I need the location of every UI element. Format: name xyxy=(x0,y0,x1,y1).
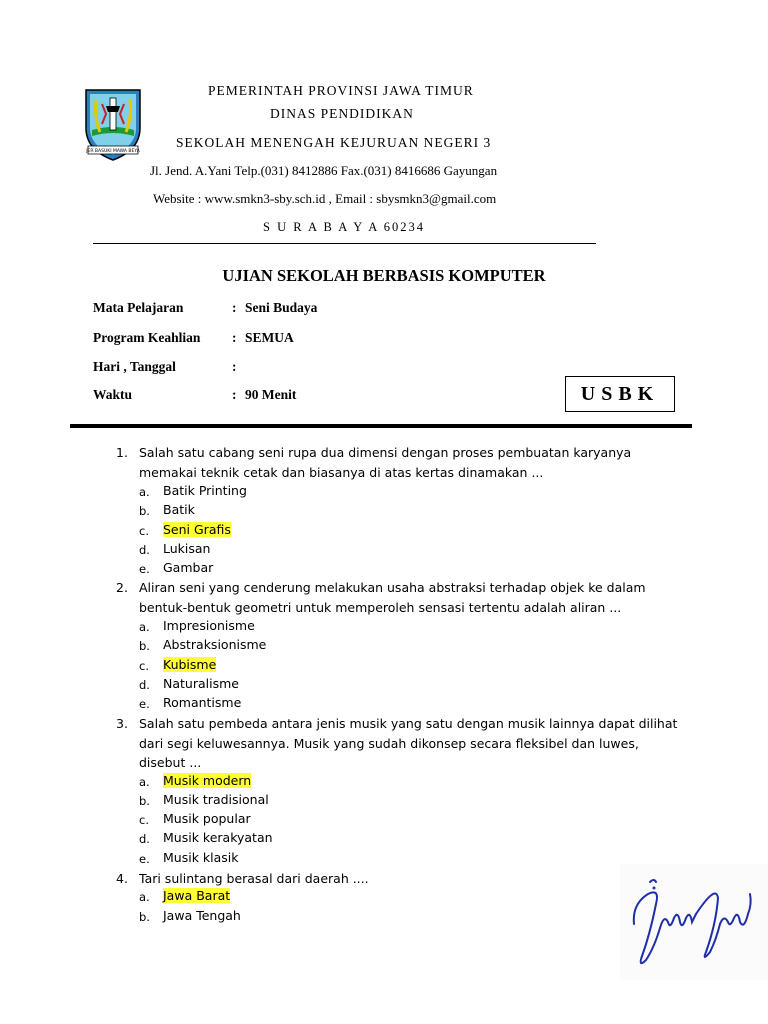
info-label-subject: Mata Pelajaran xyxy=(93,300,184,315)
option-label: e. xyxy=(139,697,150,711)
info-value-time: 90 Menit xyxy=(245,387,297,402)
option-text-answer: Jawa Barat xyxy=(163,888,231,903)
info-colon: : xyxy=(232,387,237,402)
option-text: Naturalisme xyxy=(163,676,239,691)
option-text-answer: Seni Grafis xyxy=(163,522,231,537)
info-value-subject: Seni Budaya xyxy=(245,300,318,315)
logo-motto: JER BASUKI MAWA BEYA xyxy=(86,149,140,154)
option-text: Batik Printing xyxy=(163,483,247,498)
question-number: 1. xyxy=(116,445,128,460)
provincial-crest-logo xyxy=(82,84,144,162)
option-label: b. xyxy=(139,910,150,924)
option-text: Musik popular xyxy=(163,811,251,826)
option-label: d. xyxy=(139,543,150,557)
option-label: e. xyxy=(139,562,150,576)
question-text: Tari sulintang berasal dari daerah .... xyxy=(139,871,369,886)
option-text: Romantisme xyxy=(163,695,242,710)
header-website-email: Website : www.smkn3-sby.sch.id , Email : sbysmkn3@gmail.com xyxy=(153,191,497,206)
option-label: d. xyxy=(139,678,150,692)
header-school-name: SEKOLAH MENENGAH KEJURUAN NEGERI 3 xyxy=(176,135,492,150)
option-text: Musik kerakyatan xyxy=(163,830,273,845)
option-label: a. xyxy=(139,775,150,789)
option-label: d. xyxy=(139,832,150,846)
info-colon: : xyxy=(232,330,237,345)
info-label-date: Hari , Tanggal xyxy=(93,359,176,374)
option-text: Batik xyxy=(163,502,195,517)
header-city: S U R A B A Y A 60234 xyxy=(263,220,425,234)
option-label: a. xyxy=(139,485,150,499)
option-label: b. xyxy=(139,639,150,653)
option-text: Abstraksionisme xyxy=(163,637,267,652)
header-divider xyxy=(93,243,596,244)
option-text: Musik tradisional xyxy=(163,792,269,807)
question-text: Salah satu pembeda antara jenis musik yang satu dengan musik lainnya dapat dilihat dari segi keluwesannya. Musik yang sudah dikonsep secara fleksibel dan luwes, disebut ... xyxy=(139,716,678,770)
option-label: b. xyxy=(139,794,150,808)
option-label: a. xyxy=(139,620,150,634)
option-text: Lukisan xyxy=(163,541,211,556)
exam-title: UJIAN SEKOLAH BERBASIS KOMPUTER xyxy=(222,266,546,285)
info-value-program: SEMUA xyxy=(245,330,294,345)
option-text-answer: Musik modern xyxy=(163,773,252,788)
option-text-answer: Kubisme xyxy=(163,657,217,672)
option-label: a. xyxy=(139,890,150,904)
info-colon: : xyxy=(232,300,237,315)
info-colon: : xyxy=(232,359,237,374)
question-number: 4. xyxy=(116,871,128,886)
info-label-time: Waktu xyxy=(93,387,133,402)
header-government: PEMERINTAH PROVINSI JAWA TIMUR xyxy=(208,83,474,98)
question-text: Aliran seni yang cenderung melakukan usaha abstraksi terhadap objek ke dalam bentuk-bentuk geometri untuk memperoleh sensasi tertentu adalah aliran ... xyxy=(139,580,646,615)
header-department: DINAS PENDIDIKAN xyxy=(270,106,414,121)
option-label: c. xyxy=(139,813,149,827)
option-label: c. xyxy=(139,524,149,538)
question-text: Salah satu cabang seni rupa dua dimensi dengan proses pembuatan karyanya memakai teknik cetak dan biasanya di atas kertas dinamakan ... xyxy=(139,445,632,480)
option-label: e. xyxy=(139,852,150,866)
option-text: Gambar xyxy=(163,560,214,575)
question-number: 3. xyxy=(116,716,128,731)
info-label-program: Program Keahlian xyxy=(93,330,201,345)
option-text: Jawa Tengah xyxy=(163,908,241,923)
option-text: Musik klasik xyxy=(163,850,239,865)
option-text: Impresionisme xyxy=(163,618,255,633)
section-divider xyxy=(70,424,692,428)
question-number: 2. xyxy=(116,580,128,595)
usbk-badge: USBK xyxy=(565,376,675,412)
header-address: Jl. Jend. A.Yani Telp.(031) 8412886 Fax.(031) 8416686 Gayungan xyxy=(150,163,498,178)
handwritten-signature xyxy=(620,864,768,980)
option-label: c. xyxy=(139,659,149,673)
option-label: b. xyxy=(139,504,150,518)
